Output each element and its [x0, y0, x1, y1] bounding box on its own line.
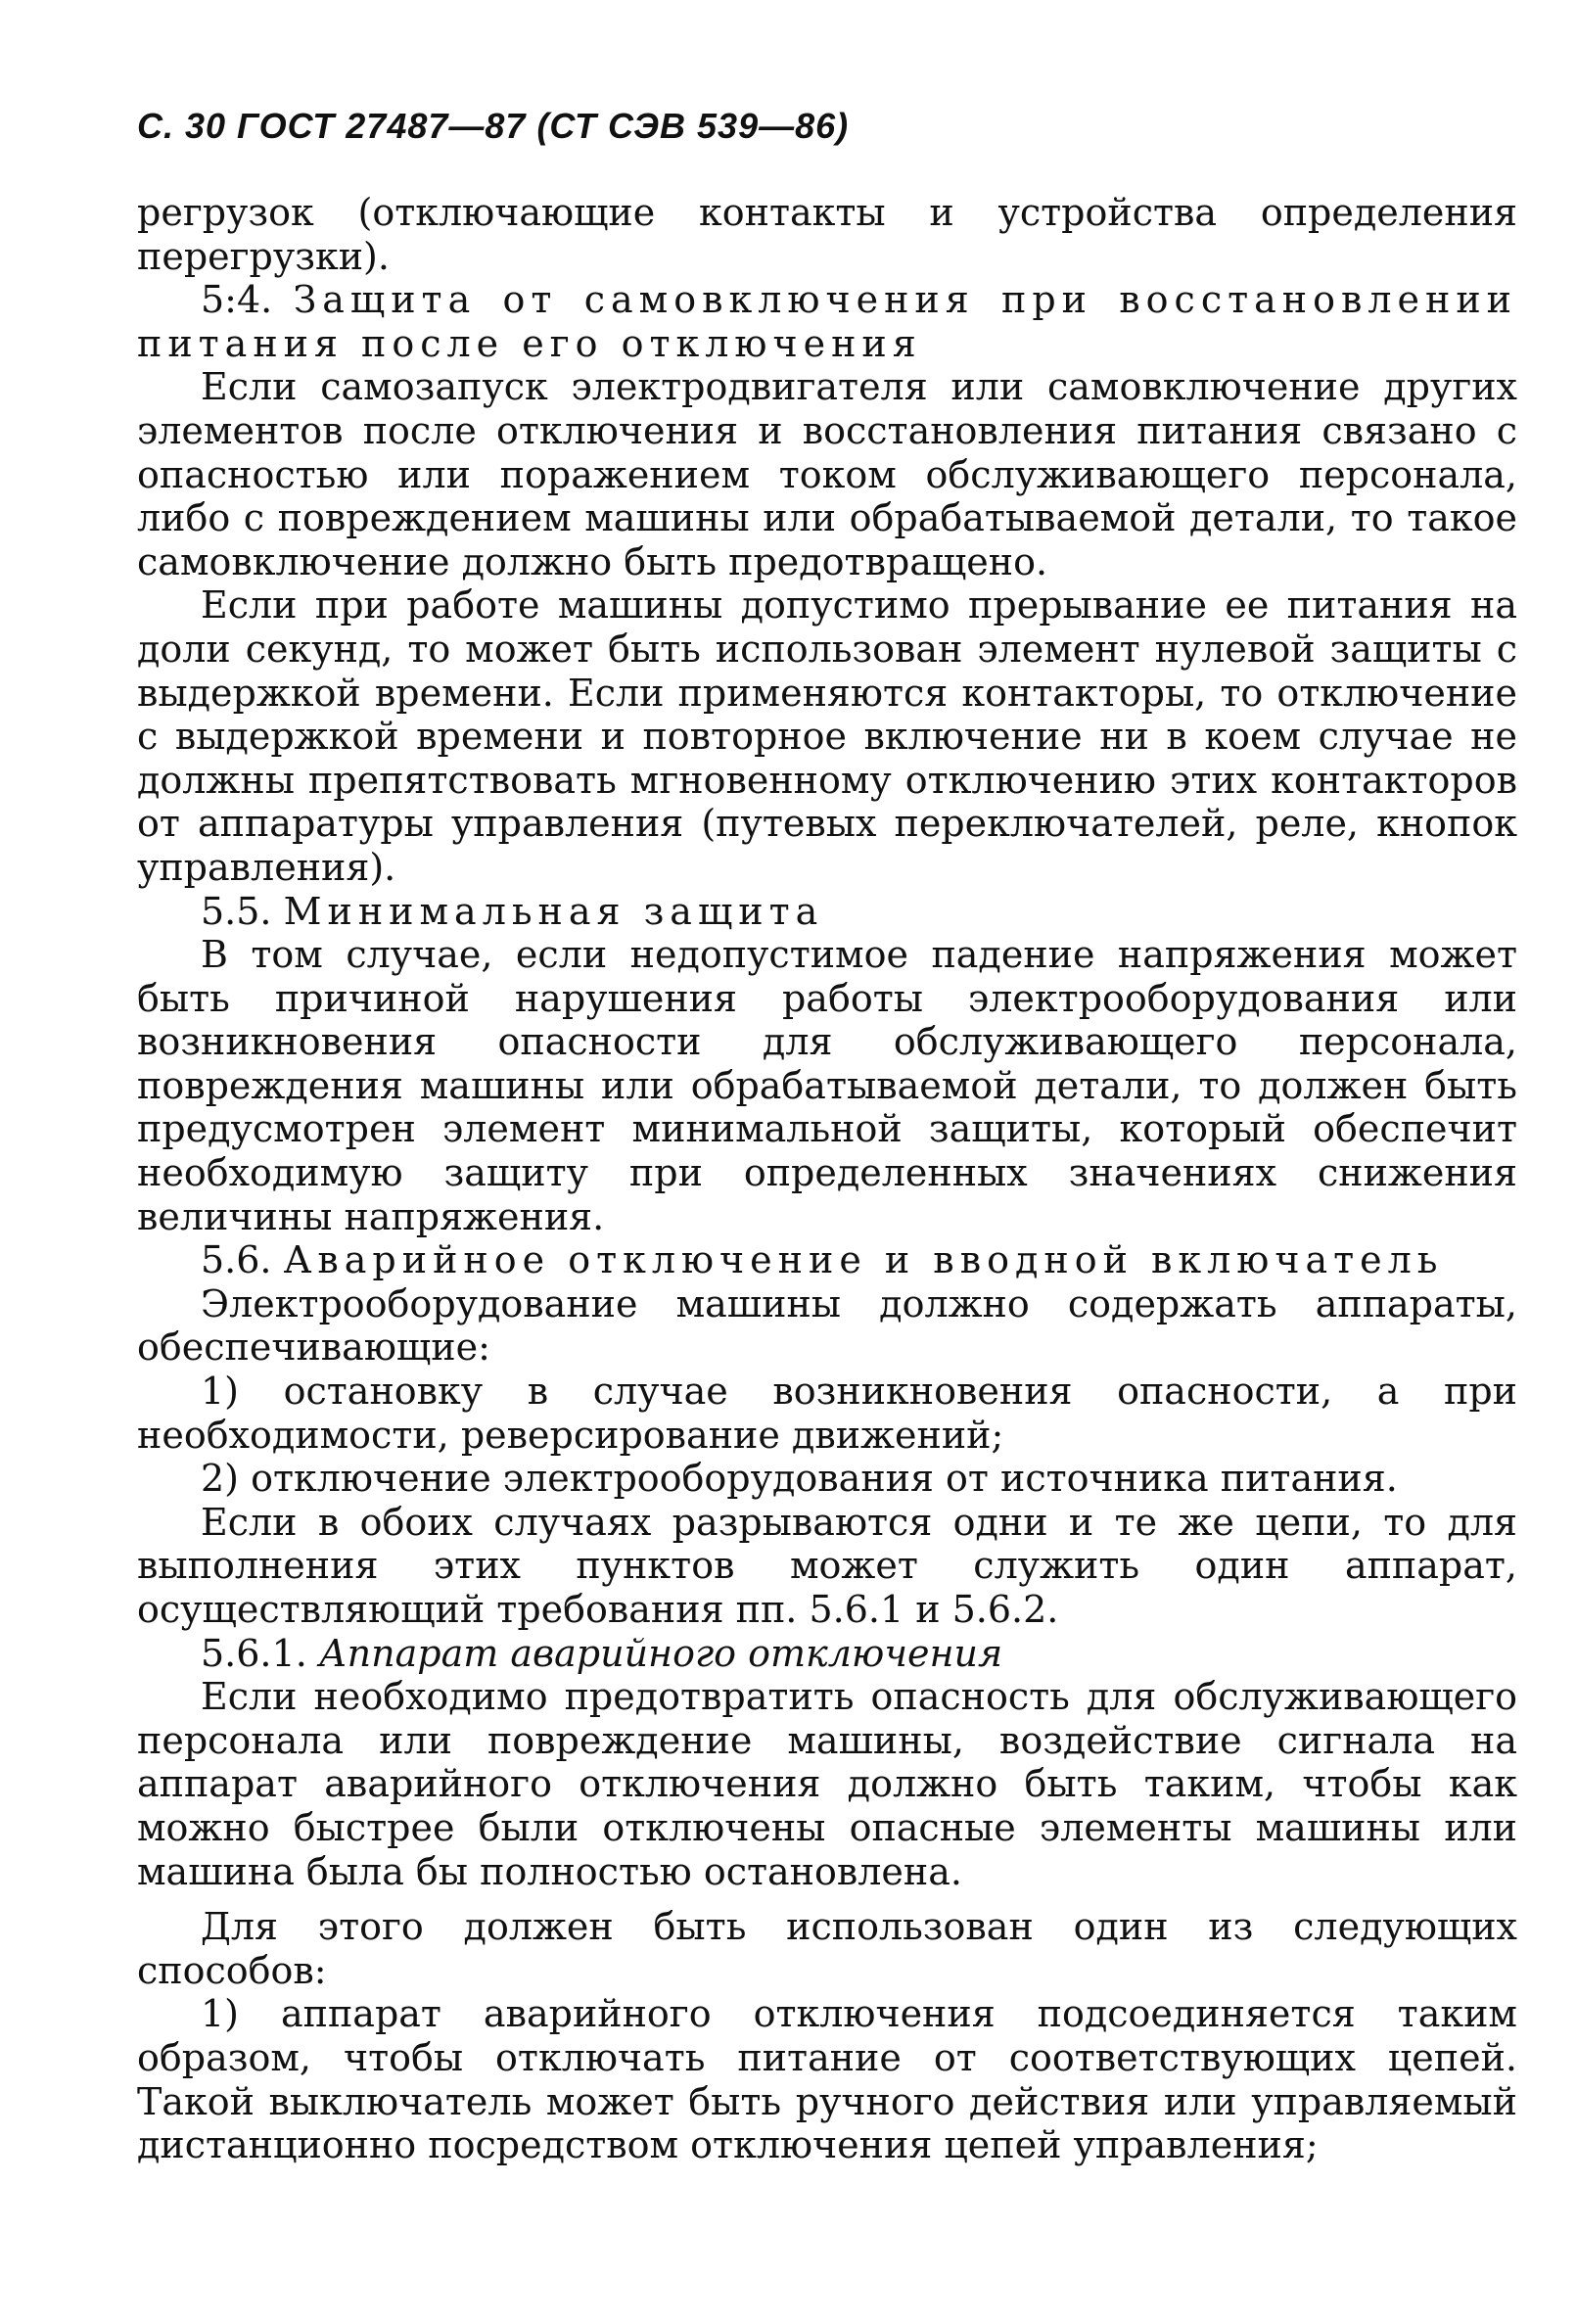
paragraph: [137, 1501, 1517, 1632]
section-heading: [137, 890, 1517, 934]
section-number: 5.6.1.: [201, 1631, 307, 1675]
section-heading: [137, 1238, 1517, 1282]
paragraph-text: Если самозапуск электродвигателя или самовключение других элементов после отключения и восстановления питания связано с опасностью или поражением током обслуживающего персонала, либо с повреждением машины или обрабатываемой детали, то такое самовключение должно быть предотвращено.: [137, 365, 1517, 583]
paragraph-text: В том случае, если недопустимое падение напряжения может быть причиной нарушения работы электрооборудования или возникновения опасности для обслуживающего персонала, повреждения машины или обрабатываемой детали, то должен быть предусмотрен элемент минимальной защиты, который обеспечит необходимую защиту при определенных значениях снижения величины напряжения.: [137, 933, 1517, 1238]
section-title: Аппарат аварийного отключения: [318, 1631, 1003, 1675]
section-heading: [137, 278, 1517, 365]
list-item-text: 1) остановку в случае возникновения опасности, а при необходимости, реверсирование движений;: [137, 1370, 1517, 1457]
paragraph-text: Если при работе машины допустимо прерывание ее питания на доли секунд, то может быть использован элемент нулевой защиты с выдержкой времени. Если применяются контакторы, то отключение с выдержкой времени и повторное включение ни в коем случае не должны препятствовать мгновенному отключению этих контакторов от аппаратуры управления (путевых переключателей, реле, кнопок управления).: [137, 583, 1517, 889]
list-item: [137, 1992, 1517, 2166]
paragraph: [137, 191, 1517, 278]
section-number: 5.6.: [201, 1238, 272, 1282]
section-title: Защита от самовключения при восстановлении питания после его отключения: [137, 278, 1517, 365]
paragraph-text: Если в обоих случаях разрываются одни и те же цепи, то для выполнения этих пунктов может служить один аппарат, осуществляющий требования пп. 5.6.1 и 5.6.2.: [137, 1500, 1517, 1631]
section-number: 5:4.: [201, 278, 273, 322]
list-item: [137, 1370, 1517, 1457]
paragraph: [137, 583, 1517, 889]
paragraph: [137, 933, 1517, 1238]
paragraph-text: Для этого должен быть использован один из следующих способов:: [137, 1905, 1517, 1992]
paragraph: [137, 1282, 1517, 1370]
document-body: [137, 191, 1517, 2167]
section-number: 5.5.: [201, 889, 272, 933]
paragraph-text: регрузок (отключающие контакты и устройства определения перегрузки).: [137, 191, 1517, 278]
paragraph: [137, 365, 1517, 583]
section-title: Аварийное отключение и вводной включатель: [283, 1238, 1444, 1282]
list-item-text: 2) отключение электрооборудования от источника питания.: [201, 1457, 1398, 1501]
page-header: [137, 106, 849, 147]
page-header-title: С. 30 ГОСТ 27487—87 (СТ СЭВ 539—86): [137, 106, 850, 146]
list-item: [137, 1457, 1517, 1501]
paragraph: [137, 1675, 1517, 1893]
list-item-text: 1) аппарат аварийного отключения подсоединяется таким образом, чтобы отключать питание от соответствующих цепей. Такой выключатель может быть ручного действия или управляемый дистанционно посредством отключения цепей управления;: [137, 1992, 1517, 2167]
paragraph-text: Если необходимо предотвратить опасность для обслуживающего персонала или повреждение машины, воздействие сигнала на аппарат аварийного отключения должно быть таким, чтобы как можно быстрее были отключены опасные элементы машины или машина была бы полностью остановлена.: [137, 1675, 1517, 1893]
paragraph: [137, 1905, 1517, 1992]
section-heading: [137, 1632, 1517, 1676]
paragraph-text: Электрооборудование машины должно содержать аппараты, обеспечивающие:: [137, 1281, 1517, 1370]
section-title: Минимальная защита: [283, 889, 824, 933]
